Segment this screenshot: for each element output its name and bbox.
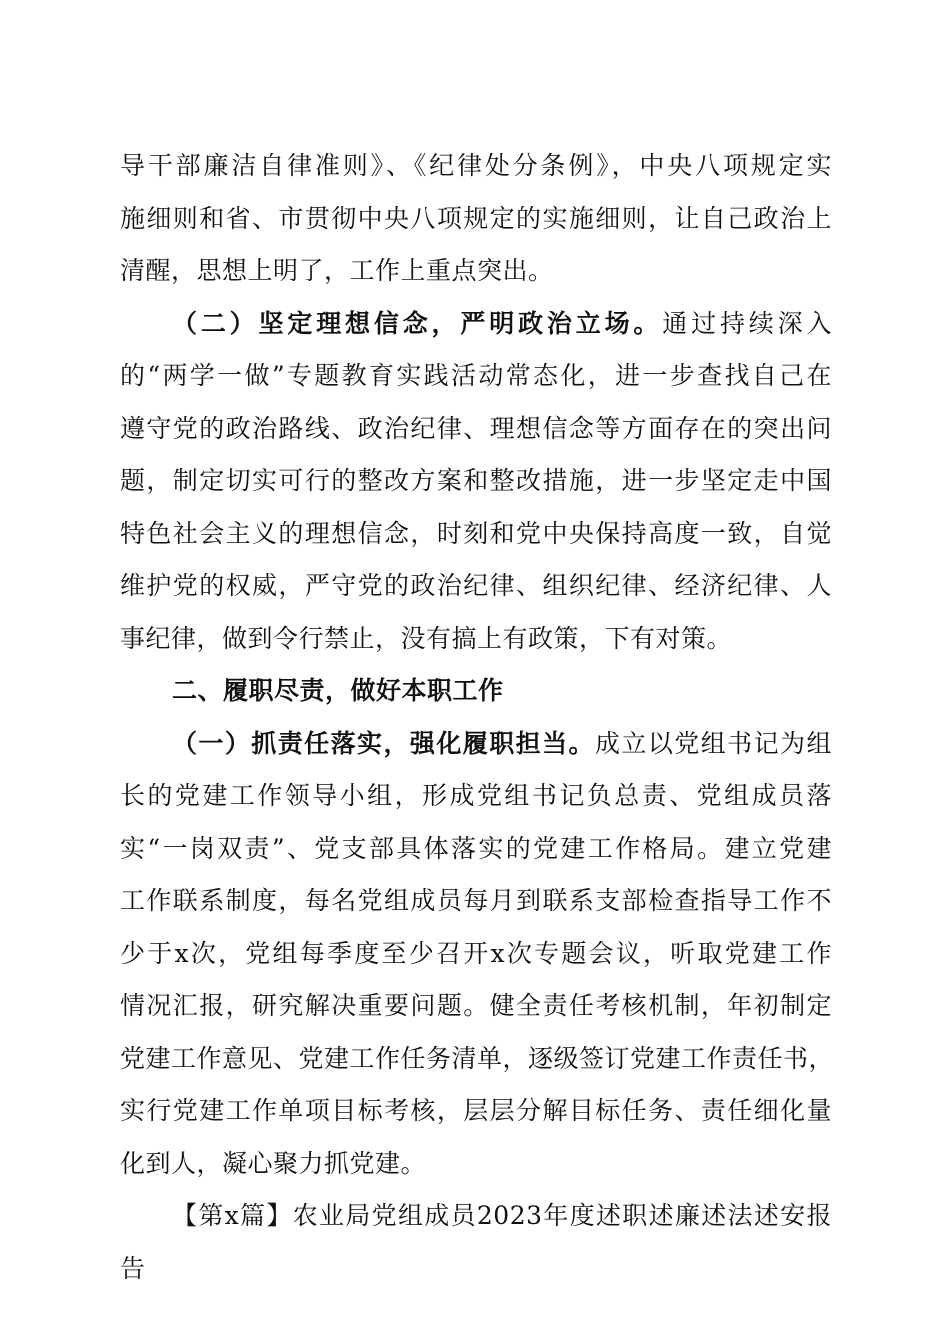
paragraph-text: 通过持续深入 bbox=[662, 308, 832, 338]
paragraph-lead: （一）抓责任落实，强化履职担当。 bbox=[172, 728, 595, 758]
text-line: 党建工作意见、党建工作任务清单，逐级签订党建工作责任书， bbox=[120, 1043, 835, 1073]
text-line: 实“一岗双责”、党支部具体落实的党建工作格局。建立党建 bbox=[120, 833, 832, 863]
text-line: 的“两学一做”专题教育实践活动常态化，进一步查找自己在 bbox=[120, 361, 832, 390]
article-title-line: 【第x篇】农业局党组成员2023年度述职述廉述法述安报 bbox=[172, 1201, 832, 1230]
text-line: 题，制定切实可行的整改方案和整改措施，进一步坚定走中国 bbox=[120, 466, 832, 495]
document-page bbox=[120, 140, 835, 1295]
section-heading: 二、履职尽责，做好本职工作 bbox=[172, 676, 504, 705]
paragraph-lead: （二）坚定理想信念，严明政治立场。 bbox=[172, 308, 663, 338]
text-line: 工作联系制度，每名党组成员每月到联系支部检查指导工作不 bbox=[120, 886, 832, 915]
paragraph-text: 成立以党组书记为组 bbox=[594, 728, 832, 758]
text-line: 事纪律，做到令行禁止，没有搞上有政策，下有对策。 bbox=[120, 623, 733, 653]
article-title-line: 告 bbox=[120, 1253, 146, 1283]
text-line: 少于x次，党组每季度至少召开x次专题会议，听取党建工作 bbox=[120, 938, 832, 968]
text-line: 化到人，凝心聚力抓党建。 bbox=[120, 1148, 427, 1178]
text-line: 维护党的权威，严守党的政治纪律、组织纪律、经济纪律、人 bbox=[120, 571, 832, 600]
text-line: 实行党建工作单项目标考核，层层分解目标任务、责任细化量 bbox=[120, 1096, 832, 1125]
paragraph-first-line bbox=[120, 718, 832, 771]
text-line: 长的党建工作领导小组，形成党组书记负总责、党组成员落 bbox=[120, 781, 832, 810]
text-line: 遵守党的政治路线、政治纪律、理想信念等方面存在的突出问 bbox=[120, 413, 832, 443]
text-line: 导干部廉洁自律准则》、《纪律处分条例》，中央八项规定实 bbox=[120, 151, 832, 180]
text-line: 特色社会主义的理想信念，时刻和党中央保持高度一致，自觉 bbox=[120, 518, 832, 548]
text-line: 清醒，思想上明了，工作上重点突出。 bbox=[120, 256, 554, 285]
paragraph-first-line bbox=[120, 298, 832, 351]
text-line: 施细则和省、市贯彻中央八项规定的实施细则，让自己政治上 bbox=[120, 203, 832, 233]
text-line: 情况汇报，研究解决重要问题。健全责任考核机制，年初制定 bbox=[120, 991, 832, 1020]
